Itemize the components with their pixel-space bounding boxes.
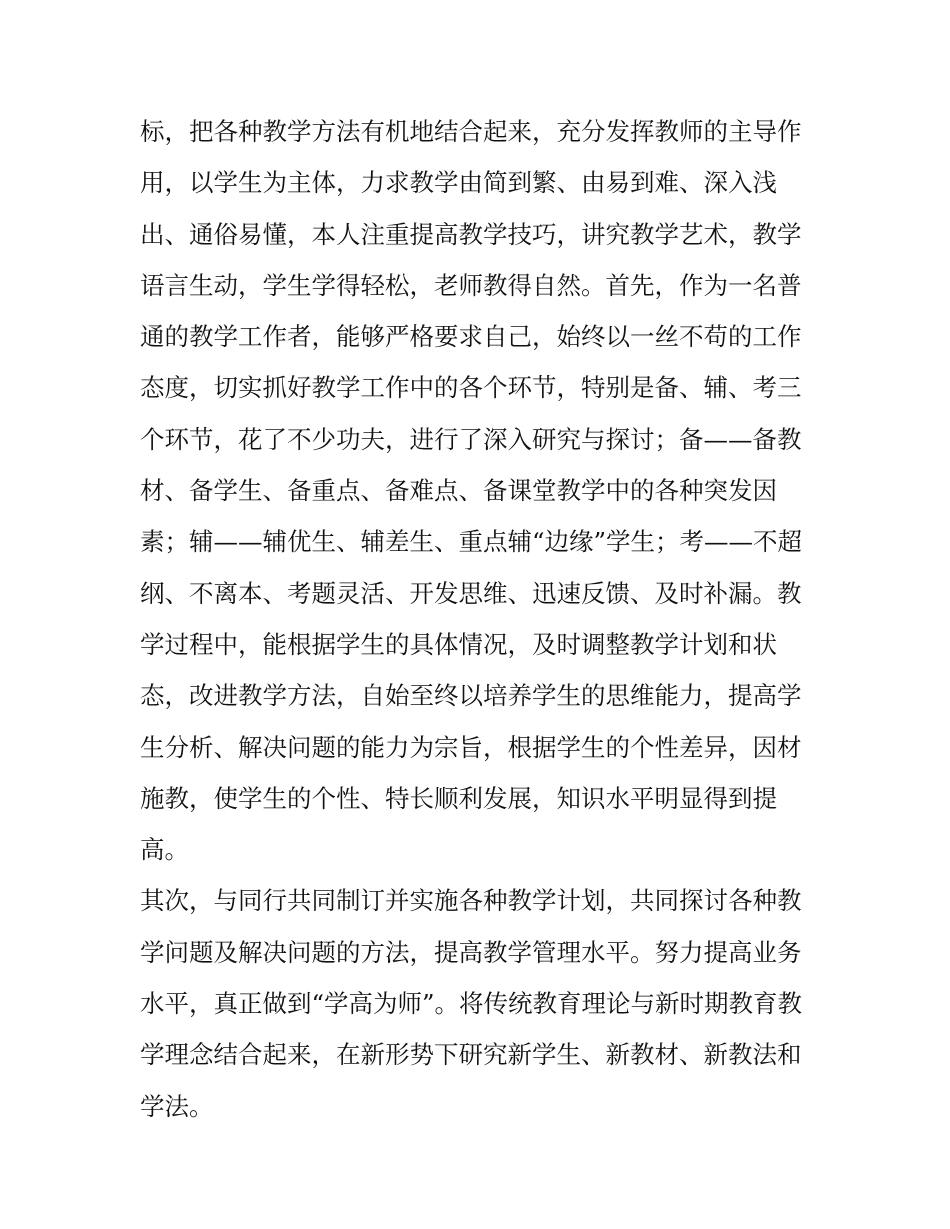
text-line: 标，把各种教学方法有机地结合起来，充分发挥教师的主导作 (140, 117, 802, 146)
text-line: 施教，使学生的个性、特长顺利发展，知识水平明显得到提 (140, 783, 777, 813)
text-line: 学理念结合起来，在新形势下研究新学生、新教材、新教法和 (140, 1040, 802, 1070)
text-line: 通的教学工作者，能够严格要求自己，始终以一丝不苟的工作 (140, 322, 802, 352)
text-line: 学法。 (140, 1091, 214, 1121)
body-text (140, 106, 820, 1132)
text-line: 语言生动，学生学得轻松，老师教得自然。首先，作为一名普 (140, 270, 802, 300)
text-line: 素；辅——辅优生、辅差生、重点辅“边缘”学生；考——不超 (140, 527, 803, 557)
text-line: 纲、不离本、考题灵活、开发思维、迅速反馈、及时补漏。教 (140, 578, 802, 608)
text-line: 高。 (140, 835, 189, 865)
text-line: 学问题及解决问题的方法，提高教学管理水平。努力提高业务 (140, 937, 802, 967)
text-line: 生分析、解决问题的能力为宗旨，根据学生的个性差异，因材 (140, 732, 802, 762)
paragraph-1 (140, 106, 820, 875)
text-line: 学过程中，能根据学生的具体情况，及时调整教学计划和状 (140, 629, 777, 659)
text-line: 出、通俗易懂，本人注重提高教学技巧，讲究教学艺术，教学 (140, 219, 802, 249)
text-line: 态，改进教学方法，自始至终以培养学生的思维能力，提高学 (140, 681, 802, 711)
paragraph-2 (140, 875, 820, 1131)
text-line: 用，以学生为主体，力求教学由简到繁、由易到难、深入浅 (140, 168, 777, 198)
text-line: 个环节，花了不少功夫，进行了深入研究与探讨；备——备教 (140, 424, 802, 454)
text-line: 态度，切实抓好教学工作中的各个环节，特别是备、辅、考三 (140, 373, 802, 403)
text-line: 其次，与同行共同制订并实施各种教学计划，共同探讨各种教 (140, 886, 802, 916)
text-line: 水平，真正做到“学高为师”。将传统教育理论与新时期教育教 (140, 989, 803, 1019)
text-line: 材、备学生、备重点、备难点、备课堂教学中的各种突发因 (140, 476, 777, 506)
